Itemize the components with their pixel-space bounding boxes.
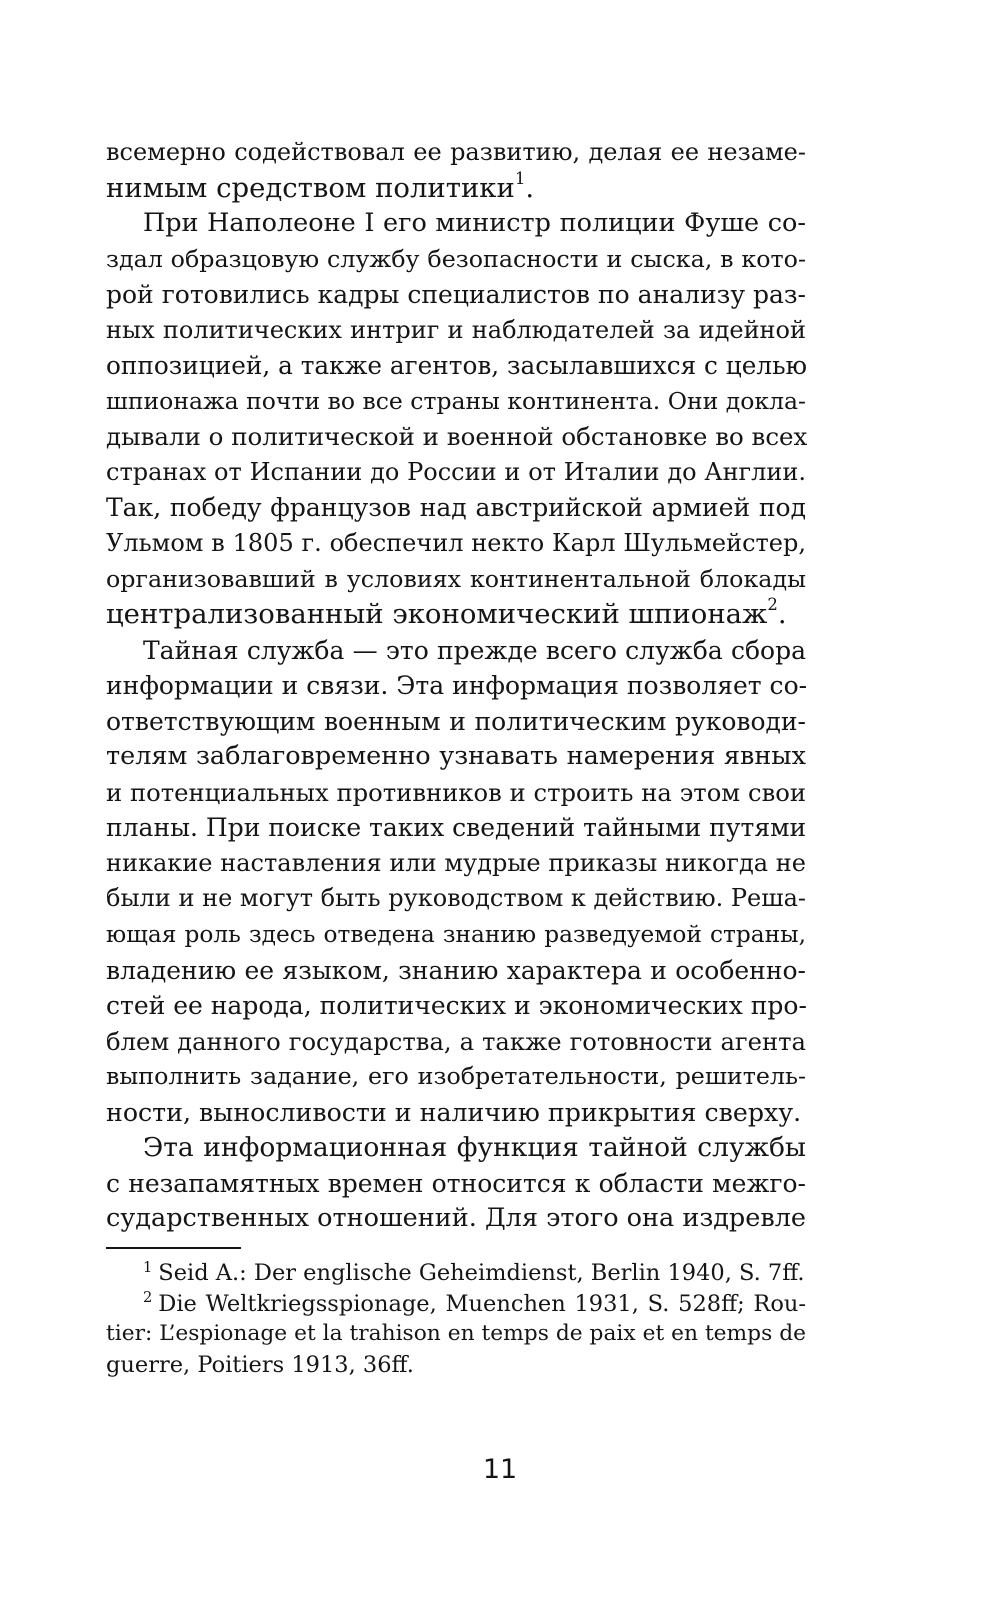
text-line-content: ных политических интриг и наблюдателей за идейной — [106, 315, 806, 344]
text-line — [106, 1095, 806, 1131]
footnote-line — [106, 1258, 806, 1289]
footnote-line — [106, 1319, 806, 1350]
text-line-content: странах от Испании до России и от Италии до Англии. — [106, 457, 806, 486]
text-line-content: владению ее языком, знанию характера и особенно- — [106, 955, 806, 985]
text-line — [106, 1201, 806, 1237]
text-line-content: и потенциальных противников и строить на этом свои — [106, 777, 806, 807]
footnote-line — [106, 1289, 806, 1320]
footnote-text: tier: L’espionage et la trahison en temps de paix et en temps de — [106, 1321, 806, 1346]
footnotes — [106, 1258, 806, 1380]
footnote-text: Die Weltkriegsspionage, Muenchen 1931, S. 528ff; Rou- — [158, 1290, 806, 1317]
footnote-reference: 1 — [514, 168, 526, 188]
text-line — [106, 562, 806, 598]
page-number: 11 — [482, 1454, 518, 1485]
text-line-content: Ульмом в 1805 г. обеспечил некто Карл Шульмейстер, — [106, 529, 806, 558]
text-line — [106, 1024, 806, 1060]
text-line-content: информации и связи. Эта информация позволяет со- — [106, 671, 808, 701]
text-line-content: сударственных отношений. Для этого она издревле — [106, 1203, 806, 1234]
footnote-separator — [106, 1247, 241, 1249]
text-line-content: телям заблаговременно узнавать намерения явных — [106, 741, 806, 772]
text-line-content: никакие наставления или мудрые приказы никогда не — [106, 848, 806, 877]
text-line — [106, 1130, 806, 1166]
text-line — [106, 135, 806, 171]
body-text — [106, 135, 806, 1237]
text-line-content: блем данного государства, а также готовности агента — [106, 1026, 806, 1056]
text-line — [106, 988, 806, 1024]
text-line-content: Тайная служба — это прежде всего служба сбора — [143, 635, 806, 665]
text-line — [106, 526, 806, 562]
footnote-text: Seid A.: Der englische Geheimdienst, Berlin 1940, S. 7ff. — [158, 1260, 805, 1286]
text-line — [106, 633, 806, 669]
text-line-tail: . — [525, 171, 535, 204]
footnote-line — [106, 1350, 806, 1381]
text-line — [106, 313, 806, 349]
text-line — [106, 881, 806, 917]
text-line — [106, 1059, 806, 1095]
text-line-content: рой готовились кадры специалистов по анализу раз- — [106, 280, 806, 310]
text-line — [106, 704, 806, 740]
text-line-content: планы. При поиске таких сведений тайными путями — [106, 813, 807, 843]
text-line-content: Эта информационная функция тайной службы — [143, 1132, 806, 1164]
text-line-content: нимым средством политики — [106, 171, 515, 204]
footnote-number: 1 — [143, 1258, 153, 1276]
text-line-content: дывали о политической и военной обстановке во всех — [106, 422, 808, 452]
text-line-content: всемерно содействовал ее развитию, делая ее незаме- — [106, 138, 806, 166]
text-line — [106, 668, 806, 704]
text-line-content: стей ее народа, политических и экономических про- — [106, 991, 807, 1021]
text-line-content: При Наполеоне I его министр полиции Фуше со- — [143, 208, 806, 239]
text-line — [106, 917, 806, 953]
text-line — [106, 597, 806, 633]
text-line-content: централизованный экономический шпионаж — [106, 598, 768, 631]
text-line — [106, 242, 806, 278]
text-line — [106, 348, 806, 384]
text-line — [106, 419, 806, 455]
text-line — [106, 953, 806, 989]
text-line — [106, 739, 806, 775]
text-line-content: ответствующим военным и политическим руководи- — [106, 706, 806, 736]
footnote-text: guerre, Poitiers 1913, 36ff. — [106, 1351, 414, 1378]
text-line — [106, 277, 806, 313]
text-line-content: организовавший в условиях континентальной блокады — [106, 564, 806, 593]
text-line-content: Так, победу французов над австрийской армией под — [106, 493, 806, 523]
footnote-number: 2 — [143, 1289, 153, 1306]
text-line-content: оппозицией, а также агентов, засылавшихся с целью — [106, 351, 808, 381]
text-line-tail: . — [777, 598, 787, 631]
text-line-content: ности, выносливости и наличию прикрытия сверху. — [106, 1097, 802, 1127]
text-line — [106, 1166, 806, 1202]
text-line — [106, 168, 806, 207]
text-line — [106, 846, 806, 882]
text-line-content: выполнить задание, его изобретательности, решитель- — [106, 1062, 806, 1091]
text-line-content: шпионажа почти во все страны континента. Они докла- — [106, 386, 806, 415]
text-line-content: ющая роль здесь отведена знанию разведуемой страны, — [106, 921, 806, 949]
text-line — [106, 490, 806, 526]
text-line-content: были и не могут быть руководством к действию. Реша- — [106, 884, 806, 913]
text-line — [106, 384, 806, 420]
text-line — [106, 206, 806, 242]
text-line — [106, 810, 806, 846]
text-line-content: здал образцовую службу безопасности и сыска, в кото- — [106, 244, 806, 273]
footnote-reference: 2 — [767, 595, 778, 615]
text-line — [106, 775, 806, 811]
text-line — [106, 455, 806, 491]
text-line-content: с незапамятных времен относится к области межго- — [106, 1168, 806, 1198]
